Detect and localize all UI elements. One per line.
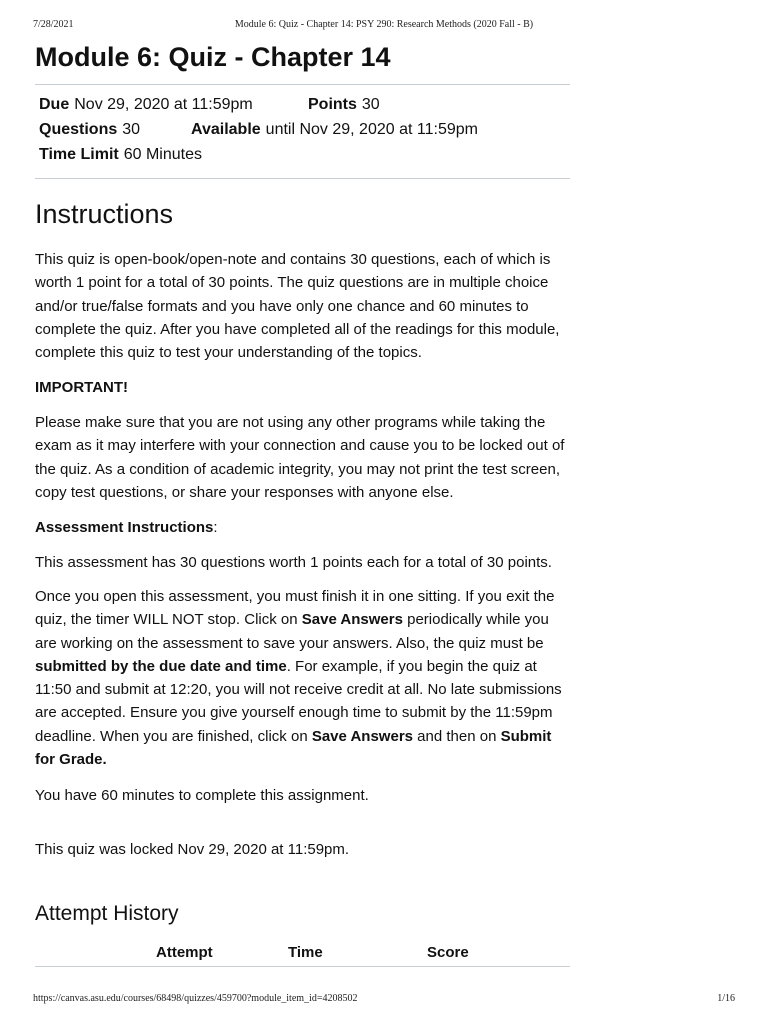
instructions-intro: This quiz is open-book/open-note and contains 30 questions, each of which is worth 1 point for a total of 30 points. The quiz questions are in multiple choice and/or true/false formats and you have only one chance and 60 minutes to complete the quiz. After you have completed all of the readings for this module, complete this quiz to test your understanding of the topics. [35, 251, 560, 362]
column-header-time: Time [288, 944, 323, 961]
print-date: 7/28/2021 [33, 19, 74, 30]
column-header-score: Score [427, 944, 469, 961]
attempt-history-heading: Attempt History [35, 902, 179, 925]
due-detail [39, 96, 253, 114]
page-title: Module 6: Quiz - Chapter 14 [35, 42, 391, 72]
questions-label: Questions [39, 121, 118, 138]
questions-detail [39, 121, 140, 139]
due-value: Nov 29, 2020 at 11:59pm [74, 96, 253, 113]
available-label: Available [191, 121, 261, 138]
points-value: 30 [361, 96, 380, 113]
print-header [33, 19, 735, 33]
assessment-label: Assessment Instructions [35, 519, 214, 536]
points-detail [308, 96, 380, 114]
column-header-attempt: Attempt [156, 944, 213, 961]
sitting-text: . For example, if you begin the quiz at 11:50 and submit at 12:20, you will not receive credit at all. No late submissions are accepted. Ensure you give yourself enough time to submit by the 11:59pm deadline. When you are finished, click on [35, 657, 562, 745]
save-answers-emphasis: Save Answers [301, 611, 403, 629]
locked-text: This quiz was locked Nov 29, 2020 at 11:59pm. [35, 841, 350, 858]
sitting-text: Once you open this assessment, you must finish it in one sitting. If you exit the quiz, the timer WILL NOT stop. Click on [35, 588, 555, 629]
time-limit-detail [39, 146, 202, 164]
time-limit-value: 60 Minutes [123, 146, 202, 163]
page-number: 1/16 [717, 993, 735, 1004]
submit-for-grade-emphasis: Submit for Grade. [35, 727, 552, 769]
minutes-text: You have 60 minutes to complete this assignment. [35, 787, 369, 804]
important-label: IMPORTANT! [35, 379, 129, 396]
assessment-text: This assessment has 30 questions worth 1 points each for a total of 30 points. [35, 554, 552, 571]
points-label: Points [308, 96, 357, 113]
questions-value: 30 [122, 121, 141, 138]
due-emphasis: submitted by the due date and time [35, 657, 287, 675]
divider [35, 84, 570, 85]
print-page-title: Module 6: Quiz - Chapter 14: PSY 290: Research Methods (2020 Fall - B) [234, 19, 534, 30]
due-label: Due [39, 96, 70, 113]
table-header-divider [35, 966, 570, 967]
available-value: until Nov 29, 2020 at 11:59pm [265, 121, 478, 138]
important-text: Please make sure that you are not using any other programs while taking the exam as it may interfere with your connection and cause you to be locked out of the quiz. As a condition of academic integrity, you may not print the test screen, copy test questions, or share your responses with anyone else. [35, 414, 565, 501]
print-footer [33, 993, 735, 1007]
time-limit-label: Time Limit [39, 146, 119, 163]
divider [35, 178, 570, 179]
available-detail [191, 121, 478, 139]
sitting-instructions [35, 585, 570, 771]
assessment-colon: : [213, 519, 218, 536]
page-url: https://canvas.asu.edu/courses/68498/quizzes/459700?module_item_id=4208502 [33, 993, 358, 1004]
assessment-instructions-label [35, 516, 570, 539]
instructions-heading: Instructions [35, 199, 174, 229]
save-answers-emphasis: Save Answers [311, 727, 413, 745]
sitting-text: periodically while you are working on the assessment to save your answers. Also, the quiz must be [35, 611, 549, 652]
sitting-text: and then on [413, 727, 501, 745]
